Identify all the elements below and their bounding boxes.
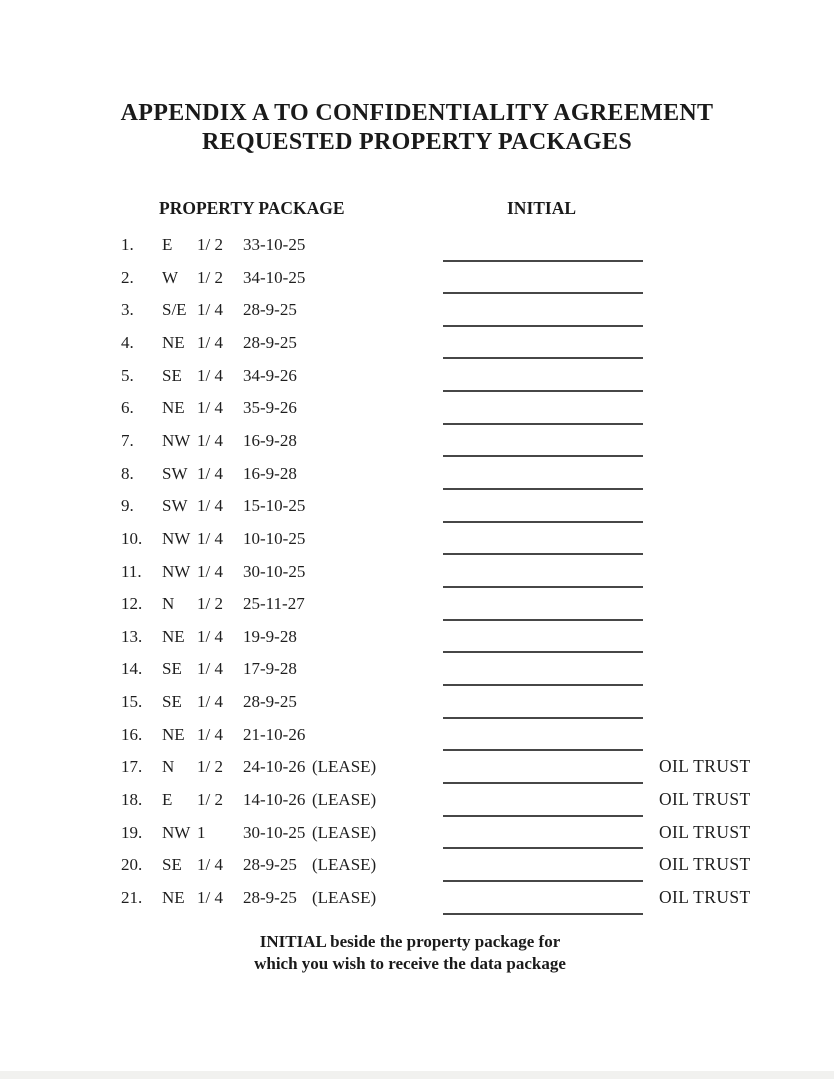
property-package-row [0, 397, 834, 418]
row-location: 24-10-26 [243, 757, 306, 776]
initial-signature-line[interactable] [443, 749, 643, 751]
row-direction: SW [162, 496, 188, 515]
scan-edge-artifact [0, 1071, 834, 1079]
row-fraction: 1/ 4 [197, 659, 223, 678]
row-fraction: 1/ 4 [197, 431, 223, 450]
row-number: 6. [121, 398, 134, 417]
row-number: 7. [121, 431, 134, 450]
row-lease-tag: (LEASE) [312, 888, 377, 907]
initial-signature-line[interactable] [443, 325, 643, 327]
row-direction: E [162, 790, 173, 809]
row-fraction: 1/ 4 [197, 398, 223, 417]
row-location: 33-10-25 [243, 235, 306, 254]
initial-signature-line[interactable] [443, 847, 643, 849]
row-location: 14-10-26 [243, 790, 306, 809]
row-location: 34-10-25 [243, 268, 306, 287]
row-location: 16-9-28 [243, 464, 297, 483]
row-location: 28-9-25 [243, 888, 297, 907]
row-fraction: 1/ 4 [197, 855, 223, 874]
initial-signature-line[interactable] [443, 651, 643, 653]
initial-signature-line[interactable] [443, 455, 643, 457]
row-fraction: 1/ 2 [197, 268, 223, 287]
property-package-row [0, 626, 834, 647]
initial-signature-line[interactable] [443, 390, 643, 392]
row-location: 28-9-25 [243, 300, 297, 319]
row-fraction: 1/ 4 [197, 725, 223, 744]
row-number: 19. [121, 823, 143, 842]
property-package-row [0, 463, 834, 484]
row-number: 10. [121, 529, 143, 548]
initial-signature-line[interactable] [443, 521, 643, 523]
row-number: 8. [121, 464, 134, 483]
row-oil-trust-label: OIL TRUST [659, 854, 751, 874]
row-direction: SE [162, 692, 182, 711]
row-fraction: 1 [197, 823, 206, 842]
row-direction: E [162, 235, 173, 254]
initial-signature-line[interactable] [443, 292, 643, 294]
row-number: 4. [121, 333, 134, 352]
property-package-row [0, 789, 834, 810]
property-package-row [0, 332, 834, 353]
initial-signature-line[interactable] [443, 553, 643, 555]
title-line-1: APPENDIX A TO CONFIDENTIALITY AGREEMENT [120, 100, 714, 126]
footer-instruction-line-2: which you wish to receive the data package [254, 953, 566, 973]
row-direction: S/E [162, 300, 187, 319]
row-direction: NW [162, 562, 191, 581]
property-package-row [0, 495, 834, 516]
row-direction: NE [162, 725, 185, 744]
row-fraction: 1/ 4 [197, 627, 223, 646]
row-location: 30-10-25 [243, 562, 306, 581]
row-location: 28-9-25 [243, 333, 297, 352]
column-header-property-package: PROPERTY PACKAGE [159, 198, 345, 218]
property-package-row [0, 430, 834, 451]
row-location: 28-9-25 [243, 692, 297, 711]
row-location: 25-11-27 [243, 594, 305, 613]
property-package-row [0, 691, 834, 712]
row-direction: NE [162, 333, 185, 352]
property-package-row [0, 854, 834, 875]
row-number: 2. [121, 268, 134, 287]
row-direction: NW [162, 823, 191, 842]
row-number: 20. [121, 855, 143, 874]
row-number: 5. [121, 366, 134, 385]
row-lease-tag: (LEASE) [312, 855, 377, 874]
row-location: 15-10-25 [243, 496, 306, 515]
row-location: 17-9-28 [243, 659, 297, 678]
row-number: 14. [121, 659, 143, 678]
row-fraction: 1/ 4 [197, 496, 223, 515]
row-number: 9. [121, 496, 134, 515]
property-package-row [0, 267, 834, 288]
row-number: 3. [121, 300, 134, 319]
row-number: 11. [121, 562, 142, 581]
row-location: 28-9-25 [243, 855, 297, 874]
property-package-row [0, 756, 834, 777]
row-direction: SE [162, 366, 182, 385]
row-direction: SE [162, 855, 182, 874]
row-number: 17. [121, 757, 143, 776]
title-line-2: REQUESTED PROPERTY PACKAGES [202, 129, 632, 155]
row-location: 34-9-26 [243, 366, 297, 385]
footer-instruction-line-1: INITIAL beside the property package for [259, 932, 561, 951]
column-header-initial: INITIAL [507, 198, 577, 218]
row-number: 21. [121, 888, 143, 907]
row-direction: SW [162, 464, 188, 483]
row-location: 19-9-28 [243, 627, 297, 646]
property-package-row [0, 593, 834, 614]
row-lease-tag: (LEASE) [312, 790, 377, 809]
row-direction: NE [162, 627, 185, 646]
row-direction: NW [162, 529, 191, 548]
property-package-row [0, 528, 834, 549]
row-number: 18. [121, 790, 143, 809]
row-oil-trust-label: OIL TRUST [659, 822, 751, 842]
row-fraction: 1/ 2 [197, 790, 223, 809]
initial-signature-line[interactable] [443, 913, 643, 915]
row-fraction: 1/ 4 [197, 464, 223, 483]
row-fraction: 1/ 4 [197, 692, 223, 711]
row-number: 13. [121, 627, 143, 646]
row-oil-trust-label: OIL TRUST [659, 887, 751, 907]
row-direction: NW [162, 431, 191, 450]
row-fraction: 1/ 4 [197, 333, 223, 352]
initial-signature-line[interactable] [443, 684, 643, 686]
property-package-row [0, 561, 834, 582]
initial-signature-line[interactable] [443, 357, 643, 359]
initial-signature-line[interactable] [443, 260, 643, 262]
row-direction: NE [162, 398, 185, 417]
row-location: 35-9-26 [243, 398, 297, 417]
row-fraction: 1/ 4 [197, 529, 223, 548]
row-fraction: 1/ 2 [197, 235, 223, 254]
row-location: 16-9-28 [243, 431, 297, 450]
initial-signature-line[interactable] [443, 423, 643, 425]
initial-signature-line[interactable] [443, 717, 643, 719]
row-number: 12. [121, 594, 143, 613]
row-location: 30-10-25 [243, 823, 306, 842]
property-package-row [0, 658, 834, 679]
row-fraction: 1/ 4 [197, 562, 223, 581]
row-number: 15. [121, 692, 143, 711]
row-fraction: 1/ 4 [197, 888, 223, 907]
property-package-row [0, 299, 834, 320]
initial-signature-line[interactable] [443, 782, 643, 784]
row-location: 21-10-26 [243, 725, 306, 744]
initial-signature-line[interactable] [443, 488, 643, 490]
row-direction: SE [162, 659, 182, 678]
row-lease-tag: (LEASE) [312, 823, 377, 842]
property-package-row [0, 234, 834, 255]
row-lease-tag: (LEASE) [312, 757, 377, 776]
row-location: 10-10-25 [243, 529, 306, 548]
property-package-row [0, 365, 834, 386]
row-number: 1. [121, 235, 134, 254]
row-fraction: 1/ 4 [197, 300, 223, 319]
row-direction: N [162, 594, 175, 613]
row-number: 16. [121, 725, 143, 744]
row-fraction: 1/ 2 [197, 594, 223, 613]
initial-signature-line[interactable] [443, 619, 643, 621]
row-direction: W [162, 268, 179, 287]
row-direction: N [162, 757, 175, 776]
row-direction: NE [162, 888, 185, 907]
initial-signature-line[interactable] [443, 880, 643, 882]
initial-signature-line[interactable] [443, 815, 643, 817]
row-fraction: 1/ 4 [197, 366, 223, 385]
property-package-row [0, 724, 834, 745]
row-oil-trust-label: OIL TRUST [659, 756, 751, 776]
row-oil-trust-label: OIL TRUST [659, 789, 751, 809]
property-package-row [0, 822, 834, 843]
initial-signature-line[interactable] [443, 586, 643, 588]
footer-instruction [0, 931, 820, 974]
property-package-row [0, 887, 834, 908]
row-fraction: 1/ 2 [197, 757, 223, 776]
